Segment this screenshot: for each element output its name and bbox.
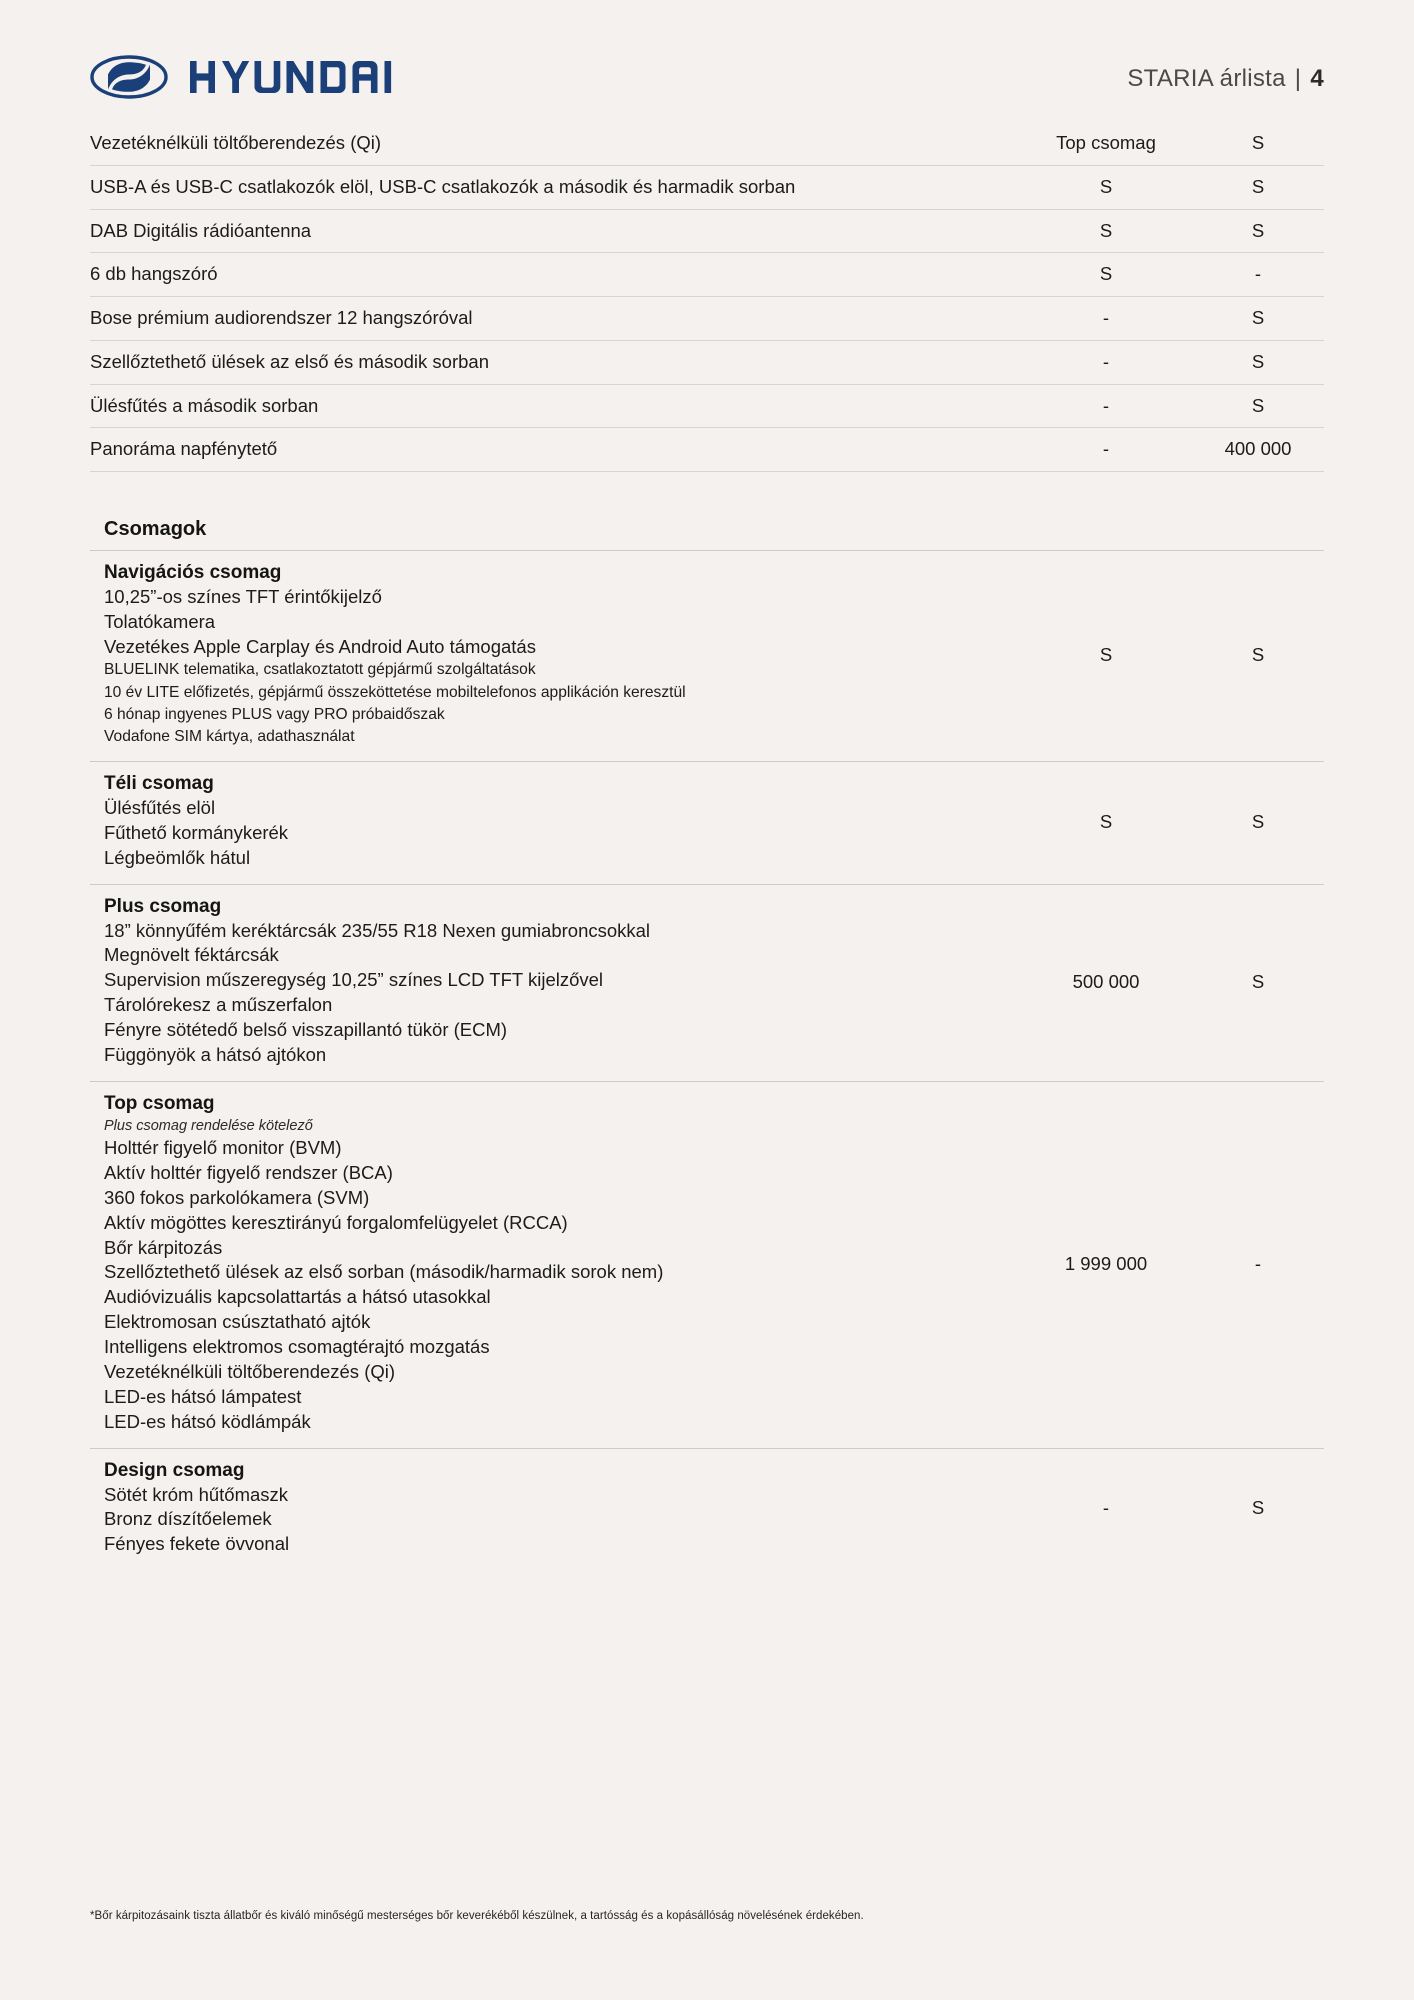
package-feature-line-small: 6 hónap ingyenes PLUS vagy PRO próbaidőszak [104, 705, 445, 723]
package-feature-line: 18” könnyűfém keréktárcsák 235/55 R18 Nexen gumiabroncsokkal [104, 919, 651, 941]
package-value-col1: 1 999 000 [1020, 1081, 1192, 1448]
package-title: Téli csomag [104, 772, 214, 794]
package-feature-line: Bronz díszítőelemek [104, 1508, 272, 1530]
header-document-title [1127, 65, 1324, 93]
package-feature-line: Intelligens elektromos csomagtérajtó mozgatás [104, 1336, 490, 1358]
package-title: Plus csomag [104, 895, 222, 917]
spec-label: DAB Digitális rádióantenna [90, 209, 1020, 253]
package-feature-line-small: BLUELINK telematika, csatlakoztatott gépjármű szolgáltatások [104, 661, 536, 679]
package-feature-line: Holttér figyelő monitor (BVM) [104, 1137, 342, 1159]
package-feature-line: LED-es hátsó lámpatest [104, 1385, 302, 1407]
package-row [90, 761, 1324, 884]
spec-value-col1: S [1020, 253, 1192, 297]
package-row [90, 1081, 1324, 1448]
package-feature-line: Vezetékes Apple Carplay és Android Auto támogatás [104, 635, 536, 657]
package-value-col2: - [1192, 1081, 1324, 1448]
package-title: Top csomag [104, 1092, 215, 1114]
spec-sheet [0, 122, 1414, 1570]
spec-label: USB-A és USB-C csatlakozók elöl, USB-C csatlakozók a második és harmadik sorban [90, 165, 1020, 209]
package-details [90, 550, 1020, 761]
package-feature-line: Fűthető kormánykerék [104, 821, 289, 843]
package-feature-line: Szellőztethető ülések az első sorban (második/harmadik sorok nem) [104, 1261, 664, 1283]
package-note: Plus csomag rendelése kötelező [104, 1117, 313, 1134]
spec-label: Bose prémium audiorendszer 12 hangszóróval [90, 297, 1020, 341]
package-feature-line: Ülésfűtés elöl [104, 796, 216, 818]
header-title-text: STARIA árlista [1127, 65, 1286, 92]
spec-value-col1: - [1020, 384, 1192, 428]
package-value-col2: S [1192, 884, 1324, 1081]
package-feature-line: Légbeömlők hátul [104, 846, 251, 868]
table-row [90, 165, 1324, 209]
package-feature-line: Supervision műszeregység 10,25” színes LCD TFT kijelzővel [104, 969, 604, 991]
package-row [90, 550, 1324, 761]
package-value-col2: S [1192, 761, 1324, 884]
footnote: *Bőr kárpitozásaink tiszta állatbőr és kiváló minőségű mesterséges bőr keverékéből készülnek, a tartósság és a kopásállóság növelésének érdekében. [90, 1909, 864, 1922]
package-title: Design csomag [104, 1459, 245, 1481]
table-row [90, 122, 1324, 165]
table-row [90, 384, 1324, 428]
package-details [90, 761, 1020, 884]
spec-value-col1: S [1020, 165, 1192, 209]
spec-label: Szellőztethető ülések az első és második sorban [90, 340, 1020, 384]
spec-label: Ülésfűtés a második sorban [90, 384, 1020, 428]
package-feature-line: Vezetéknélküli töltőberendezés (Qi) [104, 1360, 396, 1382]
package-feature-line: Függönyök a hátsó ajtókon [104, 1043, 327, 1065]
spec-value-col2: S [1251, 132, 1265, 153]
table-row [90, 428, 1324, 472]
table-row [90, 297, 1324, 341]
spec-value-col1: - [1020, 297, 1192, 341]
brand-lockup [90, 55, 395, 104]
package-feature-line: Audióvizuális kapcsolattartás a hátsó utasokkal [104, 1286, 491, 1308]
package-feature-line: Aktív mögöttes keresztirányú forgalomfelügyelet (RCCA) [104, 1211, 568, 1233]
packages-heading-text: Csomagok [104, 517, 207, 540]
package-value-col1: 500 000 [1020, 884, 1192, 1081]
specification-table-body [90, 122, 1324, 1570]
page-header [0, 0, 1414, 110]
package-feature-line: Fényre sötétedő belső visszapillantó tükör (ECM) [104, 1019, 508, 1041]
spec-value-col1: S [1020, 209, 1192, 253]
spec-value-col1: Top csomag [1056, 132, 1156, 153]
spec-value-col2: S [1192, 209, 1324, 253]
package-feature-line: Tárolórekesz a műszerfalon [104, 994, 333, 1016]
package-details [90, 1081, 1020, 1448]
packages-section-heading [90, 518, 1324, 551]
table-row [90, 340, 1324, 384]
package-feature-line: 10,25”-os színes TFT érintőkijelző [104, 585, 382, 607]
spec-value-col2: S [1192, 340, 1324, 384]
specification-table [90, 122, 1324, 1570]
package-value-col2: S [1192, 550, 1324, 761]
hyundai-h-oval-logo-icon [90, 55, 168, 104]
package-feature-line: Elektromosan csúsztatható ajtók [104, 1311, 371, 1333]
table-row [90, 209, 1324, 253]
spec-value-col2: S [1192, 297, 1324, 341]
spec-value-col1: - [1020, 340, 1192, 384]
package-value-col1: S [1020, 761, 1192, 884]
package-value-col2: S [1192, 1448, 1324, 1570]
package-row [90, 884, 1324, 1081]
package-details [90, 884, 1020, 1081]
package-details [90, 1448, 1020, 1570]
spec-value-col2: - [1192, 253, 1324, 297]
package-value-col1: - [1020, 1448, 1192, 1570]
package-row [90, 1448, 1324, 1570]
package-feature-line: 360 fokos parkolókamera (SVM) [104, 1186, 370, 1208]
package-feature-line: LED-es hátsó ködlámpák [104, 1410, 311, 1432]
package-feature-line-small: Vodafone SIM kártya, adathasználat [104, 727, 355, 745]
header-separator: | [1294, 65, 1302, 92]
package-feature-line: Aktív holttér figyelő rendszer (BCA) [104, 1161, 393, 1183]
header-page-number: 4 [1310, 65, 1324, 92]
package-feature-line: Fényes fekete övvonal [104, 1533, 290, 1555]
package-feature-line: Tolatókamera [104, 610, 216, 632]
package-title: Navigációs csomag [104, 561, 282, 583]
section-spacer [90, 472, 1324, 518]
table-row [90, 253, 1324, 297]
spec-label: 6 db hangszóró [90, 253, 1020, 297]
package-feature-line: Megnövelt féktárcsák [104, 944, 279, 966]
spec-value-col2: S [1192, 165, 1324, 209]
spec-value-col2: 400 000 [1192, 428, 1324, 472]
package-feature-line: Sötét króm hűtőmaszk [104, 1483, 289, 1505]
package-feature-line-small: 10 év LITE előfizetés, gépjármű összeköttetése mobiltelefonos applikáción keresztül [104, 683, 686, 701]
spec-value-col2: S [1192, 384, 1324, 428]
spec-label: Vezetéknélküli töltőberendezés (Qi) [90, 132, 382, 153]
package-value-col1: S [1020, 550, 1192, 761]
spec-label: Panoráma napfénytető [90, 428, 1020, 472]
hyundai-wordmark [190, 60, 395, 99]
package-feature-line: Bőr kárpitozás [104, 1236, 223, 1258]
spec-value-col1: - [1020, 428, 1192, 472]
